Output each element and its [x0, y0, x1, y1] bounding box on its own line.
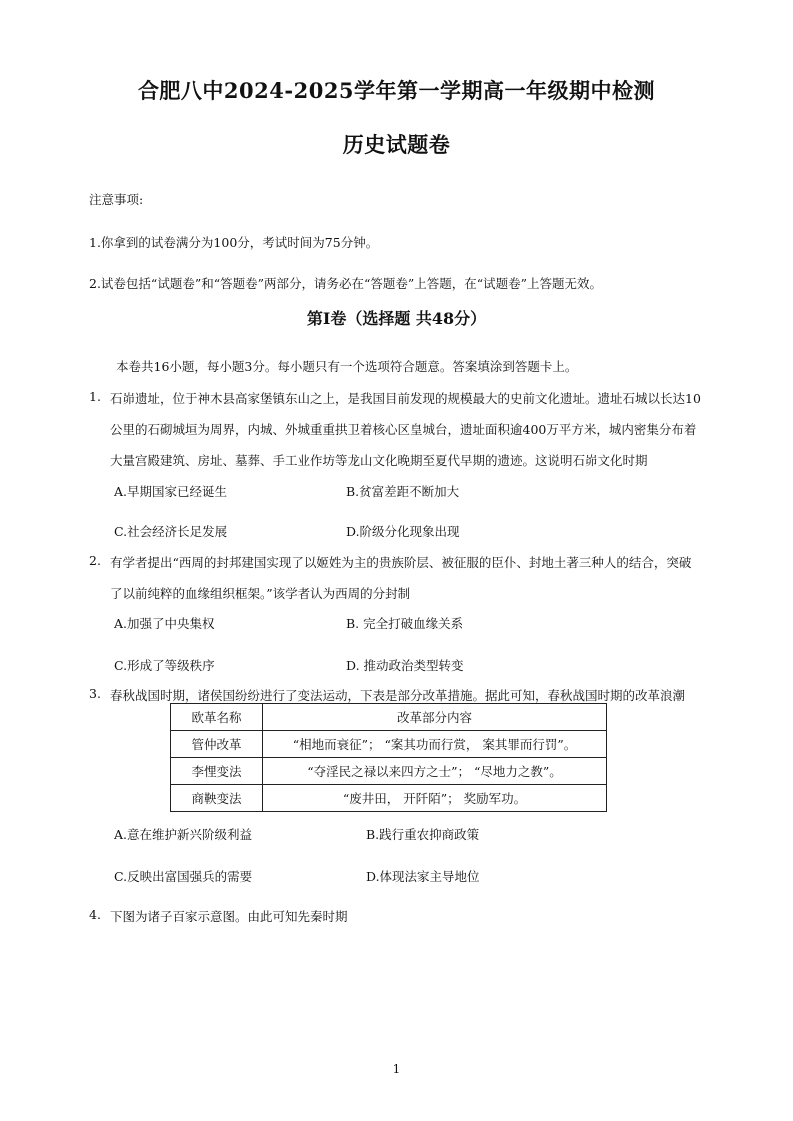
note-item: 1.你拿到的试卷满分为100分，考试时间为75分钟。 — [89, 235, 379, 250]
exam-subtitle: 历史试题卷 — [342, 132, 451, 157]
question-text-line: 石峁遗址，位于神木县高家堡镇东山之上，是我国目前发现的规模最大的史前文化遗址。遗址石城以长达10 — [110, 391, 701, 406]
option-c: C.形成了等级秩序 — [114, 658, 215, 673]
note-item: 2.试卷包括“试题卷”和“答题卷”两部分，请务必在“答题卷”上答题，在“试题卷”上答题无效。 — [89, 276, 603, 291]
table-row — [171, 731, 607, 758]
question-text-line: 春秋战国时期，诸侯国纷纷进行了变法运动，下表是部分改革措施。据此可知，春秋战国时期的改革浪潮 — [110, 688, 686, 703]
table-header-name: 欧革名称 — [171, 704, 263, 731]
page-number: 1 — [392, 1062, 401, 1076]
question-text-line: 了以前纯粹的血缘组织框架。”该学者认为西周的分封制 — [110, 586, 411, 601]
table-cell-content: “废井田， 开阡陌”； 奖励军功。 — [263, 785, 607, 812]
option-b: B.践行重农抑商政策 — [366, 827, 480, 842]
question-text-line: 有学者提出“西周的封邦建国实现了以姬姓为主的贵族阶层、被征服的臣仆、封地土著三种人的结合，突破 — [110, 555, 692, 570]
exam-title: 合肥八中2024-2025学年第一学期高一年级期中检测 — [137, 78, 656, 103]
table-cell-name: 商鞅变法 — [171, 785, 263, 812]
question-text-line: 大量宫殿建筑、房址、墓葬、手工业作坊等龙山文化晚期至夏代早期的遗迹。这说明石峁文化时期 — [110, 453, 648, 468]
notes-heading: 注意事项: — [89, 192, 144, 207]
option-b: B.贫富差距不断加大 — [346, 484, 460, 499]
question-number: 3. — [89, 686, 101, 701]
question-text-line: 公里的石砌城垣为周界，内城、外城重重拱卫着核心区皇城台，遗址面积逾400万平方米，城内密集分布着 — [110, 422, 697, 437]
option-d: D.阶级分化现象出现 — [346, 524, 460, 539]
section-title: 第Ⅰ卷（选择题 共48分） — [306, 309, 487, 328]
option-c: C.社会经济长足发展 — [114, 524, 228, 539]
option-a: A.早期国家已经诞生 — [114, 484, 228, 499]
table-header-content: 改革部分内容 — [263, 704, 607, 731]
table-cell-name: 管仲改革 — [171, 731, 263, 758]
table-cell-content: “相地而衰征”； “案其功而行赏， 案其罪而行罚”。 — [263, 731, 607, 758]
option-c: C.反映出富国强兵的需要 — [114, 869, 253, 884]
table-cell-name: 李悝变法 — [171, 758, 263, 785]
table-cell-content: “夺淫民之禄以来四方之士”； “尽地力之教”。 — [263, 758, 607, 785]
question-number: 2. — [89, 553, 101, 568]
option-b: B. 完全打破血缘关系 — [346, 616, 464, 631]
option-a: A.加强了中央集权 — [114, 616, 215, 631]
question-text-line: 下图为诸子百家示意图。由此可知先秦时期 — [110, 909, 348, 924]
question-number: 4. — [89, 907, 101, 922]
reform-table — [170, 703, 607, 812]
option-d: D.体现法家主导地位 — [366, 869, 480, 884]
question-number: 1. — [89, 389, 101, 404]
table-header-row — [171, 704, 607, 731]
table-row — [171, 758, 607, 785]
table-row — [171, 785, 607, 812]
section-intro: 本卷共16小题，每小题3分。每小题只有一个选项符合题意。答案填涂到答题卡上。 — [116, 359, 578, 374]
option-d: D. 推动政治类型转变 — [346, 658, 464, 673]
option-a: A.意在维护新兴阶级利益 — [114, 827, 253, 842]
